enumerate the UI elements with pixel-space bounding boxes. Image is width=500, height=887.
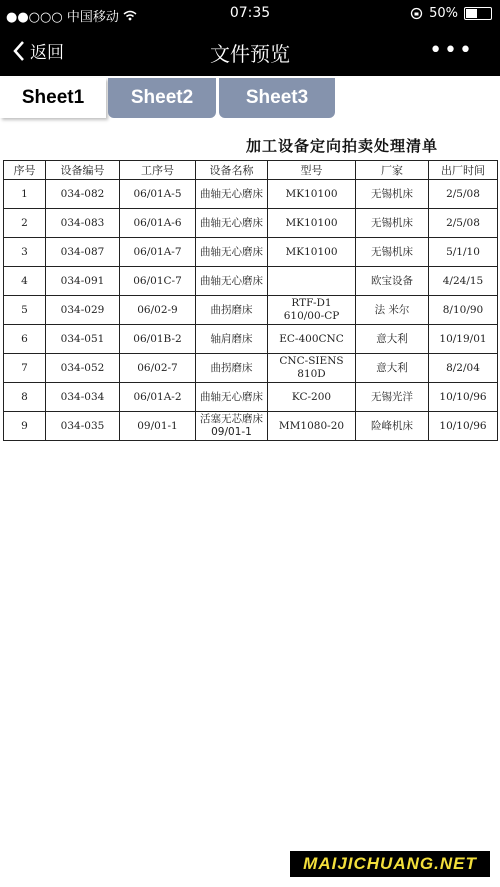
table-cell: 034-029	[46, 296, 120, 325]
table-cell: 无锡机床	[356, 180, 429, 209]
table-cell: MK10100	[268, 180, 356, 209]
table-cell: MM1080-20	[268, 412, 356, 441]
table-cell: 06/02-7	[120, 354, 196, 383]
table-cell: 曲拐磨床	[196, 296, 268, 325]
table-cell: 6	[4, 325, 46, 354]
table-cell: 06/01A-7	[120, 238, 196, 267]
table-row	[4, 354, 498, 383]
table-cell: MK10100	[268, 238, 356, 267]
table-cell: 曲拐磨床	[196, 354, 268, 383]
site-watermark: MAIJICHUANG.NET	[290, 851, 490, 877]
table-cell: 5/1/10	[429, 238, 498, 267]
table-row	[4, 296, 498, 325]
column-header: 序号	[4, 161, 46, 180]
table-cell: 10/10/96	[429, 412, 498, 441]
table-cell: 034-083	[46, 209, 120, 238]
table-cell: 4	[4, 267, 46, 296]
table-cell: EC-400CNC	[268, 325, 356, 354]
nav-bar	[0, 28, 500, 76]
table-cell: 034-052	[46, 354, 120, 383]
table-cell: 8	[4, 383, 46, 412]
battery-percent: 50%	[429, 6, 458, 21]
table-cell: 5	[4, 296, 46, 325]
table-cell: 06/01C-7	[120, 267, 196, 296]
table-cell: 法 米尔	[356, 296, 429, 325]
table-cell: 曲轴无心磨床	[196, 267, 268, 296]
orientation-lock-icon	[410, 7, 423, 20]
table-cell: 9	[4, 412, 46, 441]
table-cell: KC-200	[268, 383, 356, 412]
table-cell: 034-087	[46, 238, 120, 267]
status-bar	[0, 0, 500, 28]
table-cell: 曲轴无心磨床	[196, 238, 268, 267]
table-cell: 3	[4, 238, 46, 267]
table-cell: 7	[4, 354, 46, 383]
table-cell: 06/02-9	[120, 296, 196, 325]
clock: 07:35	[229, 5, 271, 21]
table-cell: CNC-SIENS 810D	[268, 354, 356, 383]
equipment-table	[3, 160, 498, 441]
table-row	[4, 325, 498, 354]
column-header: 出厂时间	[429, 161, 498, 180]
page-title: 文件预览	[210, 42, 290, 66]
table-cell: 06/01B-2	[120, 325, 196, 354]
table-cell: 09/01-1	[120, 412, 196, 441]
column-header: 设备编号	[46, 161, 120, 180]
table-cell: 06/01A-6	[120, 209, 196, 238]
table-cell: 无锡机床	[356, 209, 429, 238]
sheet-title: 加工设备定向拍卖处理清单	[246, 137, 439, 155]
table-cell: 无锡光洋	[356, 383, 429, 412]
table-cell: 曲轴无心磨床	[196, 383, 268, 412]
table-cell: RTF-D1 610/00-CP	[268, 296, 356, 325]
table-cell: 意大利	[356, 354, 429, 383]
table-cell: 曲轴无心磨床	[196, 209, 268, 238]
table-header-row	[4, 161, 498, 180]
table-cell: 2/5/08	[429, 209, 498, 238]
table-cell: 轴肩磨床	[196, 325, 268, 354]
table-cell: 06/01A-5	[120, 180, 196, 209]
tab-sheet2[interactable]: Sheet2	[108, 78, 216, 118]
column-header: 工序号	[120, 161, 196, 180]
table-cell: 2/5/08	[429, 180, 498, 209]
table-cell: 无锡机床	[356, 238, 429, 267]
sheet-tabs	[0, 76, 500, 122]
table-cell: 034-091	[46, 267, 120, 296]
table-cell: 意大利	[356, 325, 429, 354]
table-cell: 8/10/90	[429, 296, 498, 325]
table-row	[4, 383, 498, 412]
table-cell: 034-051	[46, 325, 120, 354]
battery-icon	[464, 7, 492, 20]
table-cell: 10/10/96	[429, 383, 498, 412]
table-row	[4, 267, 498, 296]
column-header: 设备名称	[196, 161, 268, 180]
table-cell: 1	[4, 180, 46, 209]
table-cell: 活塞无芯磨床09/01-1	[196, 412, 268, 441]
table-cell: 4/24/15	[429, 267, 498, 296]
table-row	[4, 412, 498, 441]
carrier-label: ●●○○○ 中国移动	[6, 10, 119, 25]
back-label: 返回	[30, 43, 64, 63]
table-cell: 06/01A-2	[120, 383, 196, 412]
table-cell: 034-082	[46, 180, 120, 209]
table-cell: 险峰机床	[356, 412, 429, 441]
table-cell: 曲轴无心磨床	[196, 180, 268, 209]
tab-sheet3[interactable]: Sheet3	[219, 78, 335, 118]
table-cell: 034-035	[46, 412, 120, 441]
column-header: 型号	[268, 161, 356, 180]
table-cell: MK10100	[268, 209, 356, 238]
table-row	[4, 238, 498, 267]
table-cell: 欧宝设备	[356, 267, 429, 296]
tab-sheet1[interactable]: Sheet1	[0, 78, 106, 118]
table-cell: 8/2/04	[429, 354, 498, 383]
table-cell: 034-034	[46, 383, 120, 412]
table-cell	[268, 267, 356, 296]
more-options-button[interactable]: •••	[429, 38, 474, 63]
table-row	[4, 209, 498, 238]
column-header: 厂家	[356, 161, 429, 180]
table-cell: 2	[4, 209, 46, 238]
table-row	[4, 180, 498, 209]
table-cell: 10/19/01	[429, 325, 498, 354]
